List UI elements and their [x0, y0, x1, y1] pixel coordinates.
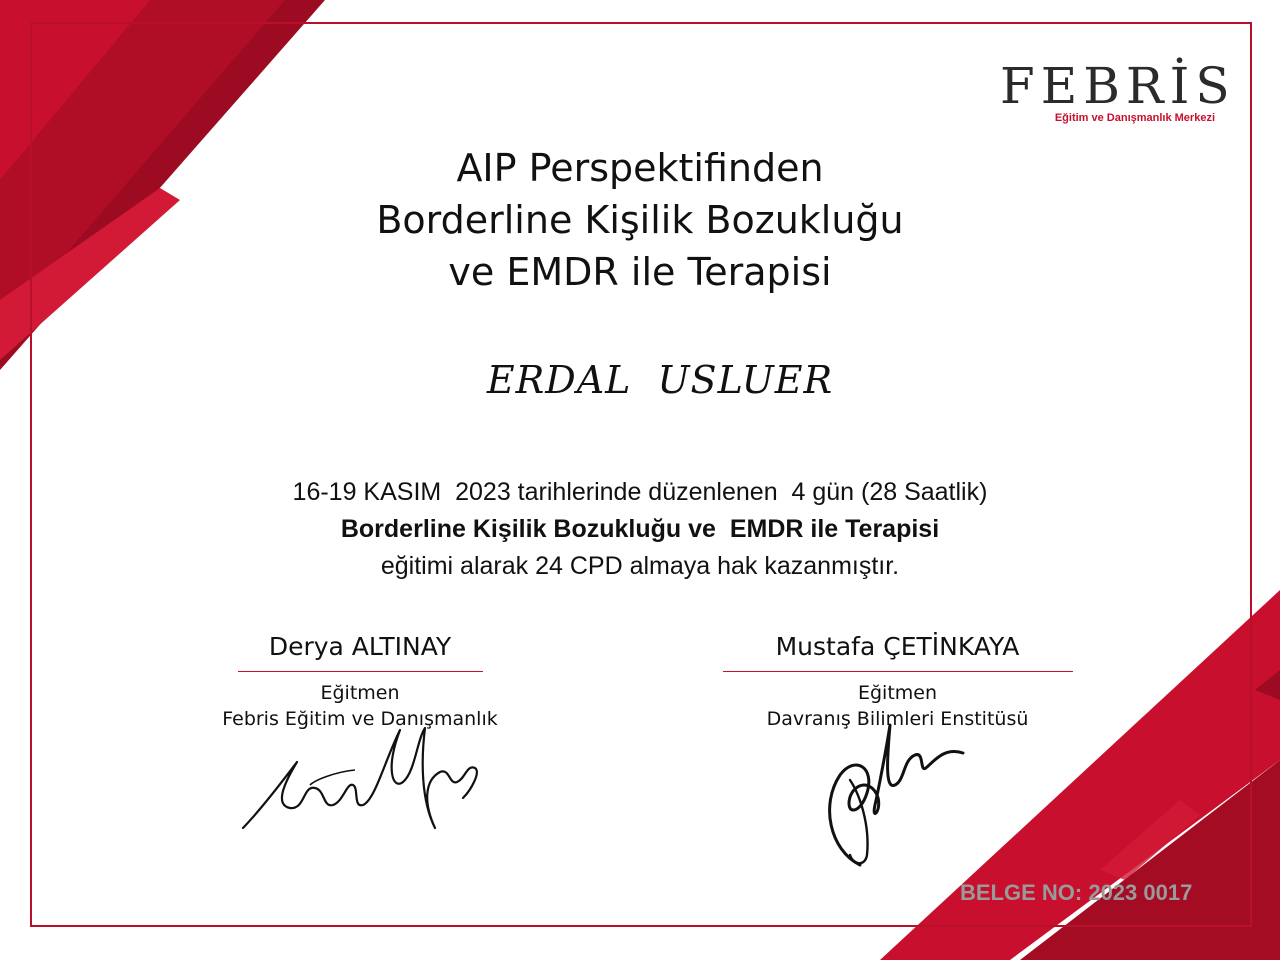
- logo-subtitle: Eğitim ve Danışmanlık Merkezi: [1054, 112, 1215, 124]
- title-line-2: Borderline Kişilik Bozukluğu: [376, 198, 904, 242]
- description-line-1: 16-19 KASIM 2023 tarihlerinde düzenlenen 4 gün (28 Saatlik): [292, 478, 988, 506]
- signatory-organization: Davranış Bilimleri Enstitüsü: [766, 708, 1029, 730]
- signatory-name: Mustafa ÇETİNKAYA: [775, 632, 1020, 661]
- signature-derya-icon: [235, 690, 495, 840]
- signature-line: [238, 671, 483, 672]
- document-number: BELGE NO: 2023 0017: [960, 880, 1193, 905]
- signature-mustafa-icon: [815, 705, 975, 875]
- title-line-1: AIP Perspektifinden: [456, 146, 824, 190]
- signatory-name: Derya ALTINAY: [268, 632, 452, 661]
- description-line-2: Borderline Kişilik Bozukluğu ve EMDR ile Terapisi: [340, 515, 940, 543]
- description-line-3: eğitimi alarak 24 CPD almaya hak kazanmıştır.: [380, 552, 900, 580]
- signatory-role: Eğitmen: [857, 682, 938, 704]
- logo-wordmark: FEBRİS: [1000, 57, 1236, 115]
- signatory-role: Eğitmen: [320, 682, 400, 704]
- signatory-organization: Febris Eğitim ve Danışmanlık: [222, 708, 498, 730]
- signature-line: [723, 671, 1073, 672]
- recipient-name: ERDAL USLUER: [486, 358, 834, 402]
- title-line-3: ve EMDR ile Terapisi: [448, 250, 832, 294]
- febris-logo: [1000, 57, 1236, 124]
- certificate-title: [240, 142, 1040, 298]
- certificate-description: [190, 474, 1090, 585]
